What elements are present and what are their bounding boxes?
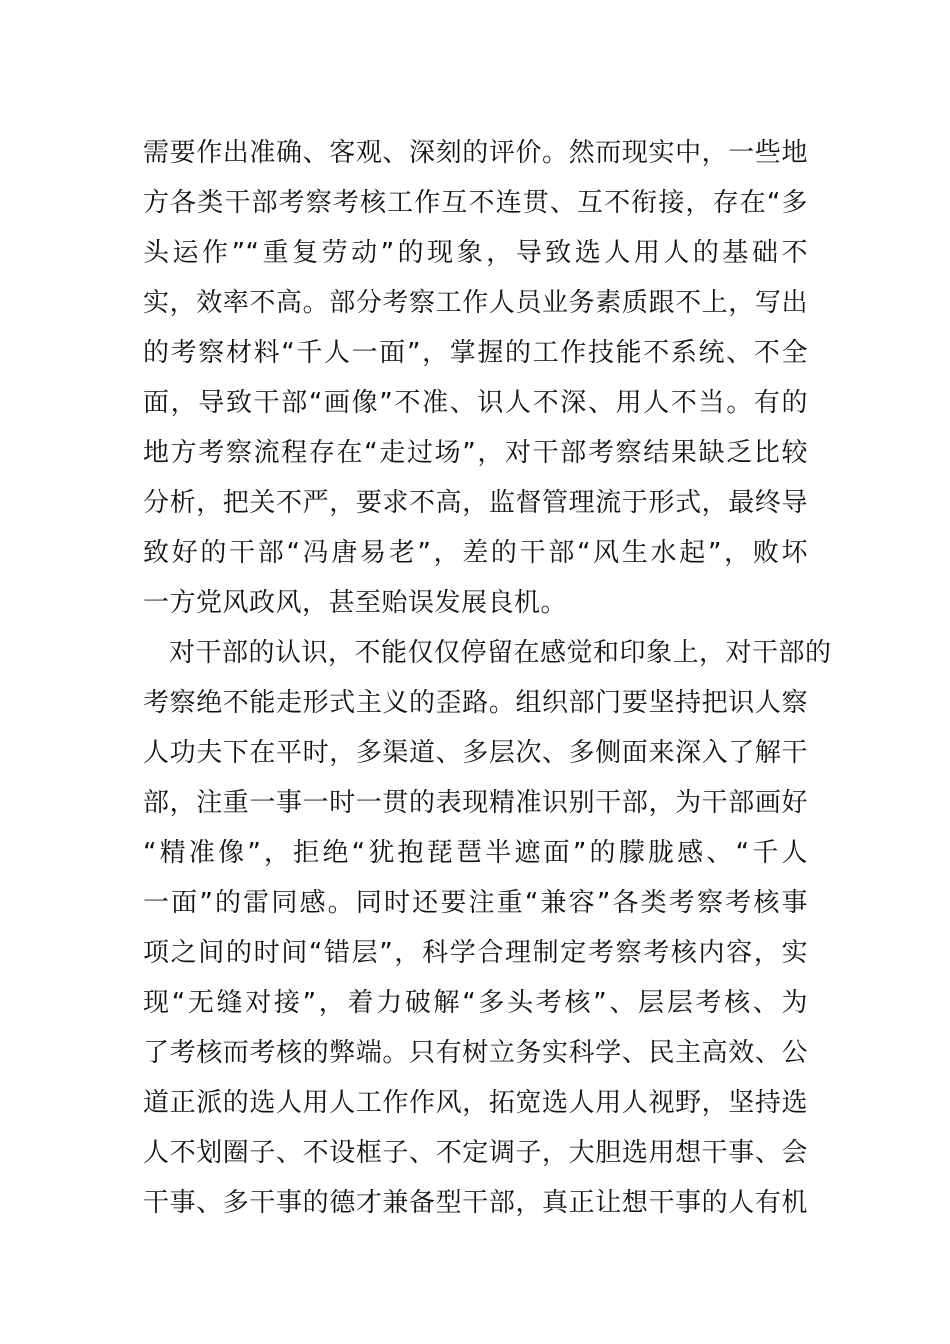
- paragraph-2-line: 现“无缝对接”，着力破解“多头考核”、层层考核、为: [143, 988, 808, 1018]
- paragraph-2-line: 道正派的选人用人工作作风，拓宽选人用人视野，坚持选: [143, 1088, 808, 1118]
- paragraph-2: [143, 628, 832, 1228]
- paragraph-2-line: 了考核而考核的弊端。只有树立务实科学、民主高效、公: [143, 1038, 808, 1068]
- paragraph-1-line: 的考察材料“千人一面”，掌握的工作技能不系统、不全: [143, 338, 808, 368]
- paragraph-2-line: 人功夫下在平时，多渠道、多层次、多侧面来深入了解干: [143, 738, 808, 768]
- paragraph-1-line: 方各类干部考察考核工作互不连贯、互不衔接，存在“多: [143, 188, 808, 218]
- paragraph-1-line: 地方考察流程存在“走过场”，对干部考察结果缺乏比较: [143, 438, 808, 468]
- paragraph-2-first-line: 对干部的认识，不能仅仅停留在感觉和印象上，对干部的: [169, 638, 832, 668]
- paragraph-1-line: 头运作”“重复劳动”的现象，导致选人用人的基础不: [143, 238, 808, 268]
- paragraph-1-line: 致好的干部“冯唐易老”，差的干部“风生水起”，败坏: [143, 538, 808, 568]
- paragraph-2-line: 人不划圈子、不设框子、不定调子，大胆选用想干事、会: [143, 1138, 808, 1168]
- paragraph-1-line: 分析，把关不严，要求不高，监督管理流于形式，最终导: [143, 488, 808, 518]
- paragraph-1: [143, 128, 808, 628]
- paragraph-1-line: 需要作出准确、客观、深刻的评价。然而现实中，一些地: [143, 138, 808, 168]
- paragraph-1-line: 实，效率不高。部分考察工作人员业务素质跟不上，写出: [143, 288, 808, 318]
- paragraph-2-line: 考察绝不能走形式主义的歪路。组织部门要坚持把识人察: [143, 688, 808, 718]
- paragraph-2-line: 一面”的雷同感。同时还要注重“兼容”各类考察考核事: [143, 888, 808, 918]
- document-body: [143, 128, 832, 1228]
- paragraph-2-line: 部，注重一事一时一贯的表现精准识别干部，为干部画好: [143, 788, 808, 818]
- paragraph-1-line: 面，导致干部“画像”不准、识人不深、用人不当。有的: [143, 388, 808, 418]
- paragraph-2-line: “精准像”，拒绝“犹抱琵琶半遮面”的朦胧感、“千人: [143, 838, 808, 868]
- paragraph-2-line: 项之间的时间“错层”，科学合理制定考察考核内容，实: [143, 938, 808, 968]
- paragraph-1-line: 一方党风政风，甚至贻误发展良机。: [143, 588, 568, 618]
- paragraph-2-line: 干事、多干事的德才兼备型干部，真正让想干事的人有机: [143, 1188, 808, 1218]
